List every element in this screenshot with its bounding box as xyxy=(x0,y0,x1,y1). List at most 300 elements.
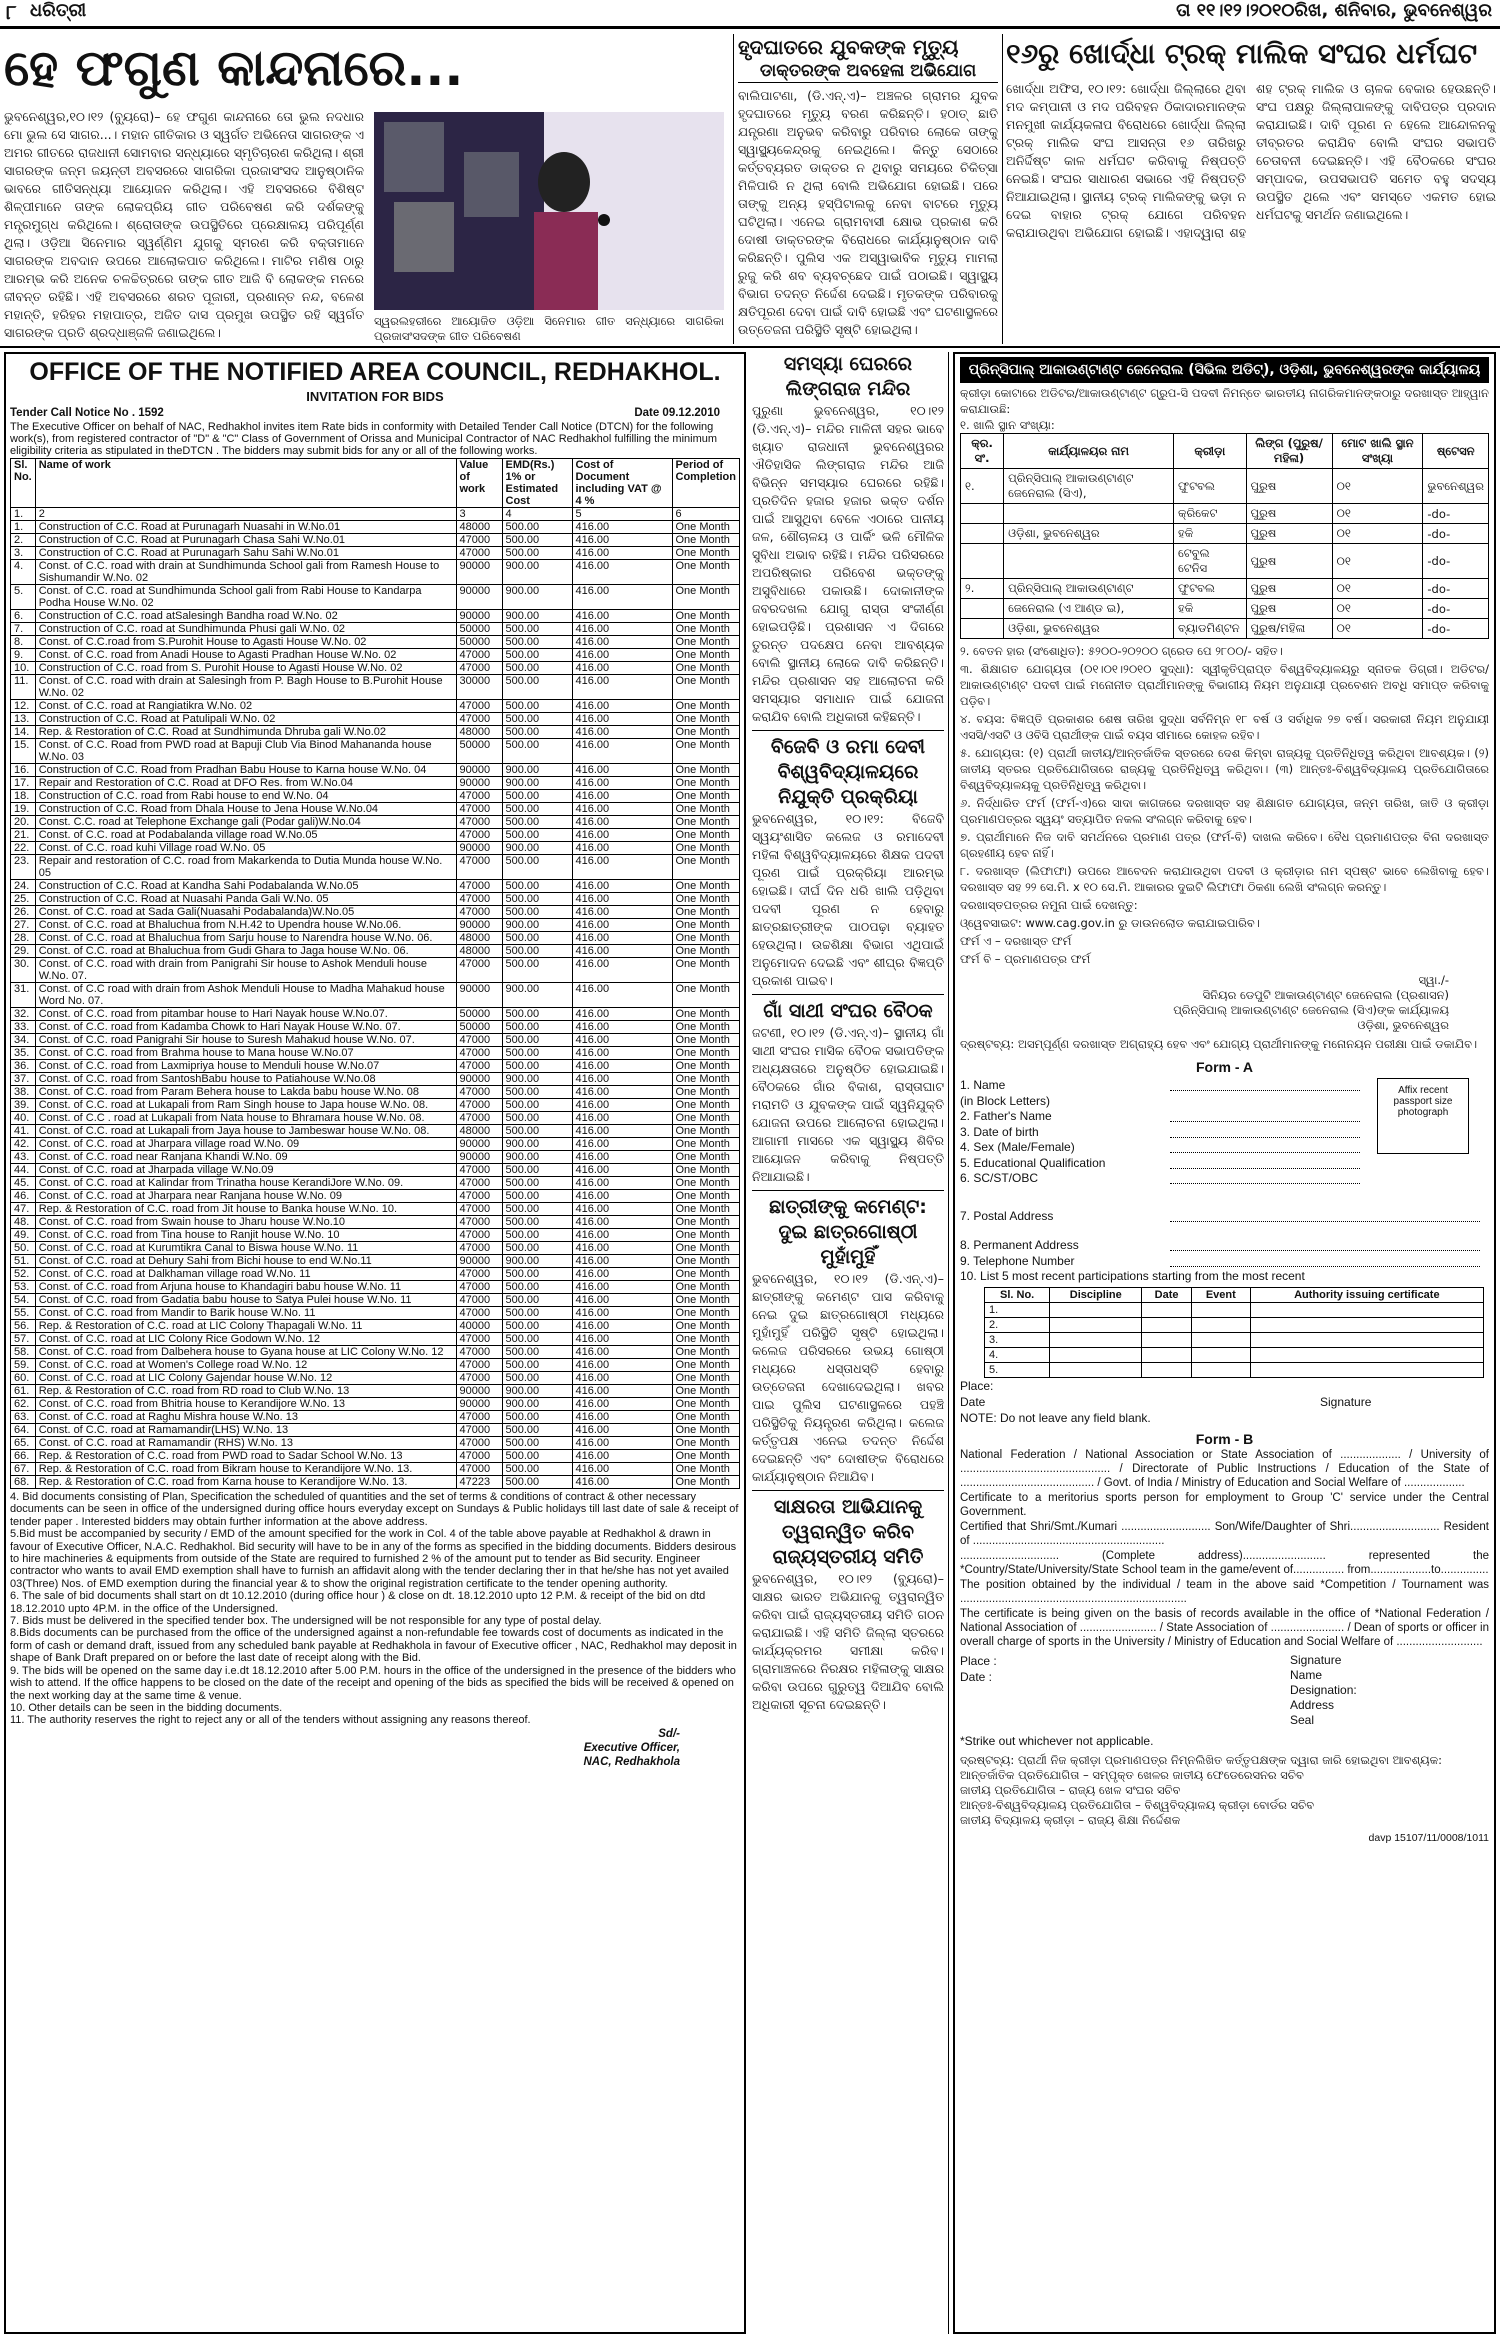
table-cell: 2. xyxy=(985,1317,1050,1332)
table-row xyxy=(11,1463,740,1476)
table-cell: 500.00 xyxy=(502,726,572,739)
table-cell xyxy=(1191,1317,1250,1332)
table-cell: 416.00 xyxy=(572,1047,672,1060)
table-cell: 67. xyxy=(11,1463,36,1476)
table-cell: 11. xyxy=(11,675,36,700)
table-cell: 500.00 xyxy=(502,945,572,958)
table-row xyxy=(11,534,740,547)
table-cell: 500.00 xyxy=(502,739,572,764)
table-cell: 500.00 xyxy=(502,1372,572,1385)
table-cell: 416.00 xyxy=(572,610,672,623)
table-cell: 47000 xyxy=(456,816,502,829)
form-b-line: Certified that Shri/Smt./Kumari ............................ Son/Wife/Daughter of Shri............................ Resident of ............................................................ xyxy=(960,1520,1489,1547)
table-cell: 500.00 xyxy=(502,932,572,945)
tender-col-header: Sl. No. xyxy=(11,459,36,508)
table-cell: 416.00 xyxy=(572,945,672,958)
table-cell: 38. xyxy=(11,1086,36,1099)
table-row xyxy=(11,893,740,906)
table-cell: 50000 xyxy=(456,739,502,764)
table-cell: 500.00 xyxy=(502,790,572,803)
table-cell: One Month xyxy=(672,726,740,739)
tender-col-header: Value of work xyxy=(456,459,502,508)
table-cell: One Month xyxy=(672,1463,740,1476)
table-cell: 48000 xyxy=(456,932,502,945)
table-cell: Const. of C.C road with drain from Ashok Menduli House to Madha Mahakud house Word No. 07. xyxy=(35,983,456,1008)
table-cell: 900.00 xyxy=(502,1151,572,1164)
tender-col-header: EMD(Rs.) 1% or Estimated Cost xyxy=(502,459,572,508)
table-cell: 416.00 xyxy=(572,1099,672,1112)
table-row xyxy=(985,1317,1484,1332)
table-cell: One Month xyxy=(672,700,740,713)
table-cell: One Month xyxy=(672,1320,740,1333)
table-row xyxy=(11,1398,740,1411)
table-cell: 500.00 xyxy=(502,1125,572,1138)
table-cell: 500.00 xyxy=(502,1229,572,1242)
middle-story-body: ଭୁବନେଶ୍ୱର, ୧୦।୧୨ (ବ୍ୟୁରୋ)– ସାକ୍ଷର ଭାରତ ଅଭିଯାନକୁ ତ୍ୱରାନ୍ୱିତ କରିବା ପାଇଁ ରାଜ୍ୟସ୍ତରୀୟ ସମିତି ଗଠନ କରାଯାଇଛି। ଏହି ସମିତି ଜିଲ୍ଲା ସ୍ତରରେ କାର୍ଯ୍ୟକ୍ରମର ସମୀକ୍ଷା କରିବ। ଗ୍ରାମାଞ୍ଚଳରେ ନିରକ୍ଷର ମହିଳାଙ୍କୁ ସାକ୍ଷର କରିବା ଉପରେ ଗୁରୁତ୍ୱ ଦିଆଯିବ ବୋଲି ଅଧିକାରୀ ସୂଚନା ଦେଇଛନ୍ତି। xyxy=(752,1571,944,1712)
table-cell: 32. xyxy=(11,1008,36,1021)
table-cell: 500.00 xyxy=(502,521,572,534)
form-a-field-label: 1. Name xyxy=(960,1078,1006,1092)
table-cell: 50000 xyxy=(456,623,502,636)
table-cell xyxy=(1142,1332,1192,1347)
table-cell: Const. of C.C . road at Lukapali from Nata house to Bhramara house W.No. 08. xyxy=(35,1112,456,1125)
table-cell: One Month xyxy=(672,790,740,803)
table-cell: 900.00 xyxy=(502,777,572,790)
table-cell: 416.00 xyxy=(572,726,672,739)
ag-office-warning: ଦ୍ରଷ୍ଟବ୍ୟ: ଅସମ୍ପୂର୍ଣ୍ଣ ଦରଖାସ୍ତ ଅଗ୍ରାହ୍ୟ ହେବ ଏବଂ ଯୋଗ୍ୟ ପ୍ରାର୍ଥୀମାନଙ୍କୁ ମନୋନୟନ ପରୀକ୍ଷା ପାଇଁ ଡକାଯିବ। xyxy=(960,1037,1478,1051)
table-cell: ୦୧ xyxy=(1332,544,1423,579)
middle-story-body: ଜଟଣୀ, ୧୦।୧୨ (ଡି.ଏନ୍.ଏ)– ସ୍ଥାନୀୟ ଗାଁ ସାଥୀ ସଂଘର ମାସିକ ବୈଠକ ସଭାପତିଙ୍କ ଅଧ୍ୟକ୍ଷତାରେ ଅନୁଷ୍ଠିତ ହୋଇଯାଇଛି। ବୈଠକରେ ଗାଁର ବିକାଶ, ରାସ୍ତାଘାଟ ମରାମତି ଓ ଯୁବକଙ୍କ ପାଇଁ ସ୍ୱନିଯୁକ୍ତି ଯୋଜନା ଉପରେ ଆଲୋଚନା ହୋଇଥିଲା। ଆଗାମୀ ମାସରେ ଏକ ସ୍ୱାସ୍ଥ୍ୟ ଶିବିର ଆୟୋଜନ କରିବାକୁ ନିଷ୍ପତ୍ତି ନିଆଯାଇଛି। xyxy=(752,1025,944,1184)
tender-condition: 8.Bids documents can be purchased from the office of the undersigned against a non-refundable fee towards cost of documents as indicated in the form of cash or demand draft, issued from any scheduled bank payable at Redhakhola in favour of Executive officer , NAC, Redhakhol may deposit in shape of Bank Draft prepared on or before the last date of receipt along with the Bid. xyxy=(10,1627,737,1665)
table-cell: 3. xyxy=(11,547,36,560)
table-row xyxy=(985,1302,1484,1317)
table-row xyxy=(11,945,740,958)
form-b-note: ଦ୍ରଷ୍ଟବ୍ୟ: ପ୍ରାର୍ଥୀ ନିଜ କ୍ରୀଡ଼ା ପ୍ରମାଣପତ୍ର ନିମ୍ନଲିଖିତ କର୍ତ୍ତୃପକ୍ଷଙ୍କ ଦ୍ୱାରା ଜାରି ହୋଇଥିବା ଆବଶ୍ୟକ: xyxy=(960,1752,1443,1767)
middle-story-headline: ସାକ୍ଷରତା ଆଭିଯାନକୁ ତ୍ୱରାନ୍ୱିତ କରିବ ରାଜ୍ୟସ୍ତରୀୟ ସମିତି xyxy=(772,1496,924,1568)
table-row xyxy=(11,1203,740,1216)
table-cell: One Month xyxy=(672,958,740,983)
table-cell: 416.00 xyxy=(572,1385,672,1398)
table-cell: 500.00 xyxy=(502,547,572,560)
table-cell: 500.00 xyxy=(502,1411,572,1424)
story-heart-attack-body: ବାଲିପାଟଣା, (ଡି.ଏନ୍.ଏ)– ଅଞ୍ଚଳର ଗ୍ରାମର ଯୁବକ ହୃଦଘାତରେ ମୃତ୍ୟୁ ବରଣ କରିଛନ୍ତି। ହଠାତ୍ ଛାତି ଯନ୍ତ୍ରଣା ଅନୁଭବ କରିବାରୁ ପରିବାର ଲୋକେ ତାଙ୍କୁ ସ୍ୱାସ୍ଥ୍ୟକେନ୍ଦ୍ରକୁ ନେଇଥିଲେ। କିନ୍ତୁ ସେଠାରେ କର୍ତ୍ତବ୍ୟରତ ଡାକ୍ତର ନ ଥିବାରୁ ସମୟରେ ଚିକିତ୍ସା ମିଳିପାରି ନ ଥିଲା ବୋଲି ଅଭିଯୋଗ ହୋଇଛି। ପରେ ତାଙ୍କୁ ଅନ୍ୟ ହସ୍ପିଟାଲକୁ ନେବା ବାଟରେ ମୃତ୍ୟୁ ଘଟିଥିଲା। ଏନେଇ ଗ୍ରାମବାସୀ କ୍ଷୋଭ ପ୍ରକାଶ କରି ଦୋଷୀ ଡାକ୍ତରଙ୍କ ବିରୋଧରେ କାର୍ଯ୍ୟାନୁଷ୍ଠାନ ଦାବି କରିଛନ୍ତି। ପୁଲିସ ଏକ ଅସ୍ୱାଭାବିକ ମୃତ୍ୟୁ ମାମଲା ରୁଜୁ କରି ଶବ ବ୍ୟବଚ୍ଛେଦ ପାଇଁ ପଠାଇଛି। ସ୍ୱାସ୍ଥ୍ୟ ବିଭାଗ ତଦନ୍ତ ନିର୍ଦ୍ଦେଶ ଦେଇଛି। ମୃତକଙ୍କ ପରିବାରକୁ କ୍ଷତିପୂରଣ ଦେବା ପାଇଁ ଦାବି ହୋଇଛି ଏବଂ ଘଟଣାସ୍ଥଳରେ ଉତ୍ତେଜନା ପରିସ୍ଥିତି ସୃଷ୍ଟି ହୋଇଥିଲା। xyxy=(738,88,998,337)
table-cell: One Month xyxy=(672,919,740,932)
table-row xyxy=(961,619,1489,639)
table-cell: Const. of C.C. road from Kadamba Chowk to Hari Nayak House W.No. 07. xyxy=(35,1021,456,1034)
table-cell: 28. xyxy=(11,932,36,945)
form-a-field-line xyxy=(1170,1121,1360,1122)
table-row xyxy=(11,1086,740,1099)
table-cell: 50000 xyxy=(456,1008,502,1021)
table-cell: Rep. & Restoration of C.C. road from PWD road to Sadar School W.No. 13 xyxy=(35,1450,456,1463)
table-cell: 900.00 xyxy=(502,983,572,1008)
table-cell: 47000 xyxy=(456,893,502,906)
vacancy-table xyxy=(960,433,1489,639)
table-cell: 416.00 xyxy=(572,1255,672,1268)
table-cell: Construction of C.C. Road from Dhala House to Jena House W.No.04 xyxy=(35,803,456,816)
form-a-field-label: (in Block Letters) xyxy=(960,1093,1051,1108)
table-cell: 416.00 xyxy=(572,932,672,945)
ag-clause: ୪. ବୟସ: ବିଜ୍ଞପ୍ତି ପ୍ରକାଶର ଶେଷ ତାରିଖ ସୁଦ୍ଧା ସର୍ବନିମ୍ନ ୧୮ ବର୍ଷ ଓ ସର୍ବାଧିକ ୨୭ ବର୍ଷ। ସରକାରୀ ନିୟମ ଅନୁଯାୟୀ ଏସସି/ଏସଟି ଓ ଓବିସି ପ୍ରାର୍ଥୀଙ୍କ ପାଇଁ ବୟସ ସୀମାରେ କୋହଳ ରହିବ। xyxy=(960,712,1489,742)
table-cell: 500.00 xyxy=(502,1476,572,1489)
table-cell: ପୁରୁଷ xyxy=(1246,599,1332,619)
table-cell: 47000 xyxy=(456,1463,502,1476)
tender-condition: 4. Bid documents consisting of Plan, Specification the scheduled of quantities and the set of terms & conditions of contract & other necessary documents can be seen in office of the undersigned during office hours everyday except on Sundays & Public holidays till last date of sale & receipt of tender paper . Interested bidders may obtain further information at the above address. xyxy=(10,1491,739,1528)
table-cell: Rep. & Restoration of C.C. road at LIC Colony Thapagali W.No. 11 xyxy=(35,1320,456,1333)
table-cell: 46. xyxy=(11,1190,36,1203)
table-cell: 64. xyxy=(11,1424,36,1437)
table-cell: 18. xyxy=(11,790,36,803)
table-cell xyxy=(961,619,1004,639)
table-cell: 90000 xyxy=(456,560,502,585)
table-cell: One Month xyxy=(672,1203,740,1216)
table-cell: -do- xyxy=(1423,524,1489,544)
tender-col-number: 3 xyxy=(456,508,502,521)
table-cell: Construction of C.C. Road at Nuasahi Panda Gali W.No. 05 xyxy=(35,893,456,906)
table-row xyxy=(11,855,740,880)
table-cell: 23. xyxy=(11,855,36,880)
table-cell: 416.00 xyxy=(572,560,672,585)
table-row xyxy=(11,1060,740,1073)
table-cell: One Month xyxy=(672,1060,740,1073)
table-cell: 30000 xyxy=(456,675,502,700)
table-cell: 500.00 xyxy=(502,803,572,816)
table-cell: 416.00 xyxy=(572,1242,672,1255)
table-cell: One Month xyxy=(672,1411,740,1424)
table-cell: 90000 xyxy=(456,1151,502,1164)
table-cell: 47000 xyxy=(456,1112,502,1125)
form-a-field xyxy=(960,1238,1489,1254)
table-cell: One Month xyxy=(672,829,740,842)
ag-clause: ଓ୍ୱେବସାଇଟ: www.cag.gov.in ରୁ ଡାଉନଲୋଡ କରାଯାଇପାରିବ। xyxy=(960,916,1260,930)
table-cell: 416.00 xyxy=(572,829,672,842)
form-a-participation-table xyxy=(984,1287,1484,1378)
table-cell: 47000 xyxy=(456,1450,502,1463)
table-cell: ପୁରୁଷ/ମହିଳା xyxy=(1246,619,1332,639)
table-row xyxy=(11,1229,740,1242)
table-cell: 26. xyxy=(11,906,36,919)
table-cell: -do- xyxy=(1423,599,1489,619)
table-row xyxy=(11,610,740,623)
table-cell: ୧. xyxy=(961,469,1004,504)
table-cell: 47000 xyxy=(456,547,502,560)
form-a-field-line xyxy=(1170,1152,1360,1153)
table-cell: Const. of C.C. road from Arjuna house to Khandagiri babu house W.No. 11 xyxy=(35,1281,456,1294)
table-row xyxy=(11,1294,740,1307)
table-row xyxy=(11,1255,740,1268)
table-row xyxy=(11,739,740,764)
table-cell: 900.00 xyxy=(502,764,572,777)
table-cell: 41. xyxy=(11,1125,36,1138)
table-cell: 500.00 xyxy=(502,1333,572,1346)
table-cell xyxy=(1191,1302,1250,1317)
table-cell: 59. xyxy=(11,1359,36,1372)
table-cell: One Month xyxy=(672,1073,740,1086)
table-cell: One Month xyxy=(672,1255,740,1268)
table-cell: Rep. & Restoration of C.C. road from Karna house to Kerandijore W.No. 13. xyxy=(35,1476,456,1489)
middle-story-body: ପୁରୁଣା ଭୁବନେଶ୍ୱର, ୧୦।୧୨ (ଡି.ଏନ୍.ଏ)– ମନ୍ଦିର ମାଳିନୀ ସହର ଭାବେ ଖ୍ୟାତ ରାଜଧାନୀ ଭୁବନେଶ୍ୱରର ଐତିହାସିକ ଲିଙ୍ଗରାଜ ମନ୍ଦିର ଆଜି ବିଭିନ୍ନ ସମସ୍ୟାର ଘେରରେ ରହିଛି। ପ୍ରତିଦିନ ହଜାର ହଜାର ଭକ୍ତ ଦର୍ଶନ ପାଇଁ ଆସୁଥିବା ବେଳେ ଏଠାରେ ପାନୀୟ ଜଳ, ଶୌଚାଳୟ ଓ ପାର୍କିଂ ଭଳି ମୌଳିକ ସୁବିଧା ଅଭାବ ରହିଛି। ମନ୍ଦିର ପରିସରରେ ଅପରିଷ୍କାର ପରିବେଶ ଭକ୍ତଙ୍କୁ ଅସୁବିଧାରେ ପକାଉଛି। ଦୋକାନୀଙ୍କ ଜବରଦଖଲ ଯୋଗୁ ରାସ୍ତା ସଂକୀର୍ଣ୍ଣ ହୋଇପଡ଼ିଛି। ପ୍ରଶାସନ ଏ ଦିଗରେ ତୁରନ୍ତ ପଦକ୍ଷେପ ନେବା ଆବଶ୍ୟକ ବୋଲି ସ୍ଥାନୀୟ ଲୋକେ ଦାବି କରିଛନ୍ତି। ମନ୍ଦିର ପ୍ରଶାସନ ସହ ଆଲୋଚନା କରି ସମସ୍ୟାର ସମାଧାନ ପାଇଁ ଯୋଜନା କରାଯିବ ବୋଲି ଅଧିକାରୀ କହିଛନ୍ତି। xyxy=(752,403,944,724)
vacancy-col-header: କ୍ର. ସଂ. xyxy=(961,434,1004,469)
story-heart-attack-subhead: ଡାକ୍ତରଙ୍କ ଅବହେଳା ଅଭିଯୋଗ xyxy=(738,60,998,83)
table-cell: 416.00 xyxy=(572,1112,672,1125)
story-heart-attack xyxy=(738,34,998,344)
participation-col-header: Sl. No. xyxy=(985,1287,1050,1302)
table-cell: Const. of C.C. road at Lukapali from Jaya house to Jambeswar house W.No. 08. xyxy=(35,1125,456,1138)
table-cell: One Month xyxy=(672,1112,740,1125)
form-a-field-line xyxy=(1170,1137,1360,1138)
table-cell: One Month xyxy=(672,1372,740,1385)
table-cell: 56. xyxy=(11,1320,36,1333)
table-cell: 21. xyxy=(11,829,36,842)
tender-signature: Sd/- xyxy=(658,1727,680,1740)
table-row xyxy=(11,675,740,700)
table-cell: 90000 xyxy=(456,1398,502,1411)
table-cell: 416.00 xyxy=(572,816,672,829)
table-cell xyxy=(1250,1317,1483,1332)
middle-story-headline: ବିଜେବି ଓ ରମା ଦେବୀ ବିଶ୍ୱବିଦ୍ୟାଳୟରେ ନିଯୁକ୍ତି ପ୍ରକ୍ରିୟା xyxy=(770,736,926,808)
table-cell: One Month xyxy=(672,1294,740,1307)
table-cell: 500.00 xyxy=(502,1463,572,1476)
table-cell: 90000 xyxy=(456,777,502,790)
table-cell: 900.00 xyxy=(502,1073,572,1086)
table-cell: Construction of C.C. Road at Patulipali W.No. 02 xyxy=(35,713,456,726)
table-cell: 416.00 xyxy=(572,1437,672,1450)
table-cell: ୦୧ xyxy=(1332,504,1423,524)
table-cell: One Month xyxy=(672,585,740,610)
table-cell: 416.00 xyxy=(572,1164,672,1177)
table-cell: Const. of C.C. road from Laxmipriya house to Menduli house W.No.07 xyxy=(35,1060,456,1073)
form-a-field-line xyxy=(1170,1266,1480,1267)
table-cell: One Month xyxy=(672,932,740,945)
table-row xyxy=(11,700,740,713)
table-cell: One Month xyxy=(672,893,740,906)
table-cell: 65. xyxy=(11,1437,36,1450)
form-a-field-label: 8. Permanent Address xyxy=(960,1238,1079,1252)
table-cell xyxy=(1050,1317,1142,1332)
table-cell: 500.00 xyxy=(502,816,572,829)
table-cell: 6. xyxy=(11,610,36,623)
table-cell: 47000 xyxy=(456,534,502,547)
table-cell: 7. xyxy=(11,623,36,636)
table-cell: One Month xyxy=(672,1138,740,1151)
table-cell: 416.00 xyxy=(572,1398,672,1411)
table-row xyxy=(985,1362,1484,1377)
vacancy-col-header: ମୋଟ ଖାଲି ସ୍ଥାନ ସଂଖ୍ୟା xyxy=(1332,434,1423,469)
table-cell: 5. xyxy=(985,1362,1050,1377)
participation-col-header: Discipline xyxy=(1050,1287,1142,1302)
form-a-field-label: 3. Date of birth xyxy=(960,1124,1039,1139)
form-a-field xyxy=(960,1269,1489,1285)
table-row xyxy=(11,1307,740,1320)
table-cell: Const. of C.C. road at Rangiatikra W.No. 02 xyxy=(35,700,456,713)
table-row xyxy=(961,524,1489,544)
table-cell: 53. xyxy=(11,1281,36,1294)
table-row xyxy=(11,636,740,649)
table-cell: 500.00 xyxy=(502,700,572,713)
table-row xyxy=(11,1021,740,1034)
table-cell: 500.00 xyxy=(502,1307,572,1320)
table-cell: 416.00 xyxy=(572,983,672,1008)
table-cell: One Month xyxy=(672,1476,740,1489)
table-cell: 500.00 xyxy=(502,1034,572,1047)
table-cell: One Month xyxy=(672,983,740,1008)
table-cell: One Month xyxy=(672,816,740,829)
form-a-field-label: 9. Telephone Number xyxy=(960,1253,1075,1268)
table-cell: Const. of C.C. road at Jharpara near Ranjana house W.No. 09 xyxy=(35,1190,456,1203)
table-cell: 500.00 xyxy=(502,893,572,906)
masthead xyxy=(0,0,1500,24)
table-cell: One Month xyxy=(672,1333,740,1346)
table-cell: 500.00 xyxy=(502,1047,572,1060)
table-cell: 900.00 xyxy=(502,560,572,585)
table-cell: 500.00 xyxy=(502,675,572,700)
table-cell: 60. xyxy=(11,1372,36,1385)
table-cell: 416.00 xyxy=(572,842,672,855)
table-cell: 48000 xyxy=(456,521,502,534)
table-cell: ପୁରୁଷ xyxy=(1246,504,1332,524)
table-row xyxy=(11,1008,740,1021)
table-row xyxy=(11,1190,740,1203)
table-row xyxy=(11,1034,740,1047)
table-cell: Rep. & Restoration of C.C. road from Jit house to Banka house W.No. 10. xyxy=(35,1203,456,1216)
table-cell: Const. of C.C. road at Ramamandir(LHS) W.No. 13 xyxy=(35,1424,456,1437)
authority-item: ଜାତୀୟ ପ୍ରତିଯୋଗିତା – ରାଜ୍ୟ ଖେଳ ସଂଘର ସଚିବ xyxy=(960,1782,1181,1797)
table-cell: 13. xyxy=(11,713,36,726)
table-cell: One Month xyxy=(672,1099,740,1112)
table-cell: 416.00 xyxy=(572,521,672,534)
table-cell: One Month xyxy=(672,1450,740,1463)
table-cell: Const. of C.C. road at Sundhimunda School gali from Rabi House to Kandarpa Podha House W.No. 02 xyxy=(35,585,456,610)
table-cell: Construction of C.C. Road at Purunagarh Nuasahi in W.No.01 xyxy=(35,521,456,534)
table-cell: One Month xyxy=(672,739,740,764)
story-lead-body: ଭୁବନେଶ୍ୱର,୧୦।୧୨ (ବ୍ୟୁରୋ)– ହେ ଫଗୁଣ କାନ୍ଦନାରେ ତୋ ଭୁଲ ନଦଧାର ମୋ ଭୁଲ ସେ ସାଗର...। ମହାନ ଗୀତିକାର ଓ ସ୍ୱର୍ଗତ ଅଭିନେତା ସାଗରଙ୍କ ଏ ଅମର ଗୀତରେ ରାଜଧାନୀ ସୋମବାର ସନ୍ଧ୍ୟାରେ ସ୍ମୃତିଚାରଣ କରିଥିଲା। ଶ୍ରୀ ସାଗରଙ୍କ ଜନ୍ମ ଜୟନ୍ତୀ ଅବସରରେ ସାଗରିକା ପ୍ରଜାସଂସଦ ଆନୁଷ୍ଠାନିକ ଭାବରେ ଗୀତିସନ୍ଧ୍ୟା ଆୟୋଜନ କରିଥିଲା। ଏହି ଅବସରରେ ବିଶିଷ୍ଟ ଶିଳ୍ପୀମାନେ ତାଙ୍କ ଲୋକପ୍ରିୟ ଗୀତ ପରିବେଷଣ କରି ଦର୍ଶକଙ୍କୁ ମନ୍ତ୍ରମୁଗ୍ଧ କରିଥିଲେ। ଶ୍ରୋତାଙ୍କ ଉପସ୍ଥିତିରେ ପ୍ରେକ୍ଷାଳୟ ପରିପୂର୍ଣ୍ଣ ଥିଲା। ଓଡ଼ିଆ ସିନେମାର ସ୍ୱର୍ଣ୍ଣିମ ଯୁଗକୁ ସ୍ମରଣ କରି ବକ୍ତାମାନେ ସାଗରଙ୍କ ଅବଦାନ ଉପରେ ଆଲୋକପାତ କରିଥିଲେ। ମାଟିର ମଣିଷ ଠାରୁ ଆରମ୍ଭ କରି ଅନେକ ଚଳଚ୍ଚିତ୍ରରେ ତାଙ୍କ ଗୀତ ଆଜି ବି ଲୋକଙ୍କ ମନରେ ଜୀବନ୍ତ ରହିଛି। ଏହି ଅବସରରେ ଶରତ ପୂଜାରୀ, ପ୍ରଶାନ୍ତ ନନ୍ଦ, ବଳେଶ ମହାନ୍ତି, ହରିହର ମହାପାତ୍ର, ଅଜିତ ଦାସ ପ୍ରମୁଖ ଉପସ୍ଥିତ ରହି ସ୍ୱର୍ଗତ ସାଗରଙ୍କ ପ୍ରତି ଶ୍ରଦ୍ଧାଞ୍ଜଳି ଜଣାଇଥିଲେ। xyxy=(4,109,364,340)
table-cell: 47000 xyxy=(456,1242,502,1255)
table-cell: ପ୍ରିନ୍ସିପାଲ୍ ଆକାଉଣ୍ଟାଣ୍ଟ ଜେନେରାଲ (ସିଏ), xyxy=(1004,469,1174,504)
table-cell: 37. xyxy=(11,1073,36,1086)
table-row xyxy=(11,560,740,585)
table-row xyxy=(11,1216,740,1229)
table-cell: 27. xyxy=(11,919,36,932)
table-cell: Const. of C.C. road at Sada Gali(Nuasahi Podabalanda)W.No.05 xyxy=(35,906,456,919)
table-cell: One Month xyxy=(672,1437,740,1450)
table-cell: Const. of C.C. road near Ranjana Khandi W.No. 09 xyxy=(35,1151,456,1164)
table-cell: ହକି xyxy=(1174,524,1246,544)
table-cell: 416.00 xyxy=(572,764,672,777)
table-cell: 47000 xyxy=(456,829,502,842)
story-heart-attack-headline: ହୃଦଘାତରେ ଯୁବକଙ୍କ ମୃତ୍ୟୁ xyxy=(738,35,959,59)
tender-col-header: Period of Completion xyxy=(672,459,740,508)
table-row xyxy=(11,585,740,610)
tender-condition: 7. Bids must be delivered in the specified tender box. The undersigned will be not responsible for any type of postal delay. xyxy=(10,1615,602,1628)
participation-col-header: Date xyxy=(1142,1287,1192,1302)
participation-col-header: Event xyxy=(1191,1287,1250,1302)
table-cell: 50000 xyxy=(456,1021,502,1034)
table-cell: 45. xyxy=(11,1177,36,1190)
table-cell: 416.00 xyxy=(572,906,672,919)
table-cell: 416.00 xyxy=(572,649,672,662)
table-cell: ୦୧ xyxy=(1332,524,1423,544)
table-cell: 40000 xyxy=(456,1320,502,1333)
ag-office-intro: କ୍ରୀଡ଼ା କୋଟାରେ ଅଡିଟର/ଆକାଉଣ୍ଟାଣ୍ଟ ଗ୍ରୁପ-ସି ପଦବୀ ନିମନ୍ତେ ଭାରତୀୟ ନାଗରିକମାନଙ୍କଠାରୁ ଦରଖାସ୍ତ ଆହ୍ୱାନ କରାଯାଉଛି: xyxy=(960,386,1489,416)
table-cell xyxy=(1191,1332,1250,1347)
table-cell: 47000 xyxy=(456,1047,502,1060)
table-cell: 500.00 xyxy=(502,1294,572,1307)
table-cell: 54. xyxy=(11,1294,36,1307)
form-a-field-line xyxy=(1170,1168,1360,1169)
table-cell: 39. xyxy=(11,1099,36,1112)
table-cell: One Month xyxy=(672,1177,740,1190)
table-cell: Const. of C.C. road Panigrahi Sir house to Suresh Mahakud house W.No. 07. xyxy=(35,1034,456,1047)
ag-office-advert xyxy=(953,352,1496,2334)
table-row xyxy=(11,1372,740,1385)
ag-clause: ଫର୍ମ ଏ – ଦରଖାସ୍ତ ଫର୍ମ xyxy=(960,934,1072,948)
table-cell: 44. xyxy=(11,1164,36,1177)
table-cell: 47000 xyxy=(456,790,502,803)
table-cell: 90000 xyxy=(456,842,502,855)
table-row xyxy=(11,521,740,534)
table-row xyxy=(11,1112,740,1125)
table-cell: One Month xyxy=(672,1307,740,1320)
form-b-date: Date : xyxy=(960,1669,993,1684)
table-cell: 500.00 xyxy=(502,829,572,842)
form-a-field xyxy=(960,1125,1489,1141)
table-cell: 416.00 xyxy=(572,623,672,636)
table-cell: 416.00 xyxy=(572,919,672,932)
table-cell: 500.00 xyxy=(502,1424,572,1437)
form-a-field xyxy=(960,1171,1489,1187)
form-a-field-line xyxy=(1170,1221,1480,1222)
table-cell: One Month xyxy=(672,1268,740,1281)
divider xyxy=(752,1490,944,1491)
table-cell: 47000 xyxy=(456,713,502,726)
table-cell: 42. xyxy=(11,1138,36,1151)
form-a-field xyxy=(960,1156,1489,1172)
table-cell: Const. of C.C. road at Jharpada village W.No.09 xyxy=(35,1164,456,1177)
table-cell: 47000 xyxy=(456,1034,502,1047)
table-cell: Const. of C.C. road with drain from Panigrahi Sir house to Ashok Menduli house W.No. 07. xyxy=(35,958,456,983)
table-cell: Construction of C.C. Road from Pradhan Babu House to Karna house W.No. 04 xyxy=(35,764,456,777)
table-cell: One Month xyxy=(672,1385,740,1398)
table-cell: ଫୁଟବଲ xyxy=(1174,469,1246,504)
table-cell: 47000 xyxy=(456,1307,502,1320)
table-cell: 500.00 xyxy=(502,958,572,983)
table-row xyxy=(11,1099,740,1112)
table-cell: Const. of C.C. road at LIC Colony Gajendar house W.No. 12 xyxy=(35,1372,456,1385)
table-cell xyxy=(961,544,1004,579)
table-cell: 416.00 xyxy=(572,1359,672,1372)
table-cell: Const. of C.C. road from Anadi House to Agasti Pradhan House W.No. 02 xyxy=(35,649,456,662)
table-cell: 30. xyxy=(11,958,36,983)
table-cell: One Month xyxy=(672,945,740,958)
table-cell xyxy=(1250,1302,1483,1317)
table-cell: Const. of C.C. road from Swain house to Jharu house W.No.10 xyxy=(35,1216,456,1229)
table-row xyxy=(11,623,740,636)
table-cell: 12. xyxy=(11,700,36,713)
table-cell xyxy=(1250,1332,1483,1347)
table-cell: Rep. & Restoration of C.C. Road at Sundhimunda Dhruba gali W.No.02 xyxy=(35,726,456,739)
table-cell: 48000 xyxy=(456,726,502,739)
table-cell: 900.00 xyxy=(502,1385,572,1398)
table-cell: Const. of C.C. road from Brahma house to Mana house W.No.07 xyxy=(35,1047,456,1060)
ag-office-heading: ପ୍ରିନ୍ସିପାଲ୍ ଆକାଉଣ୍ଟାଣ୍ଟ ଜେନେରାଲ (ସିଭିଲ ଅଡିଟ୍), ଓଡ଼ିଶା, ଭୁବନେଶ୍ୱରଙ୍କ କାର୍ଯ୍ୟାଳୟ xyxy=(960,357,1489,383)
table-cell: Const. of C.C. road at Kalindar from Trinatha house KerandiJore W.No. 09. xyxy=(35,1177,456,1190)
table-cell: 900.00 xyxy=(502,585,572,610)
table-cell: One Month xyxy=(672,1008,740,1021)
table-cell: 20. xyxy=(11,816,36,829)
table-cell: 8. xyxy=(11,636,36,649)
table-row xyxy=(11,1268,740,1281)
table-cell: ଜେନେରାଲ (ଏ ଆଣ୍ଡ ଇ), xyxy=(1004,599,1174,619)
